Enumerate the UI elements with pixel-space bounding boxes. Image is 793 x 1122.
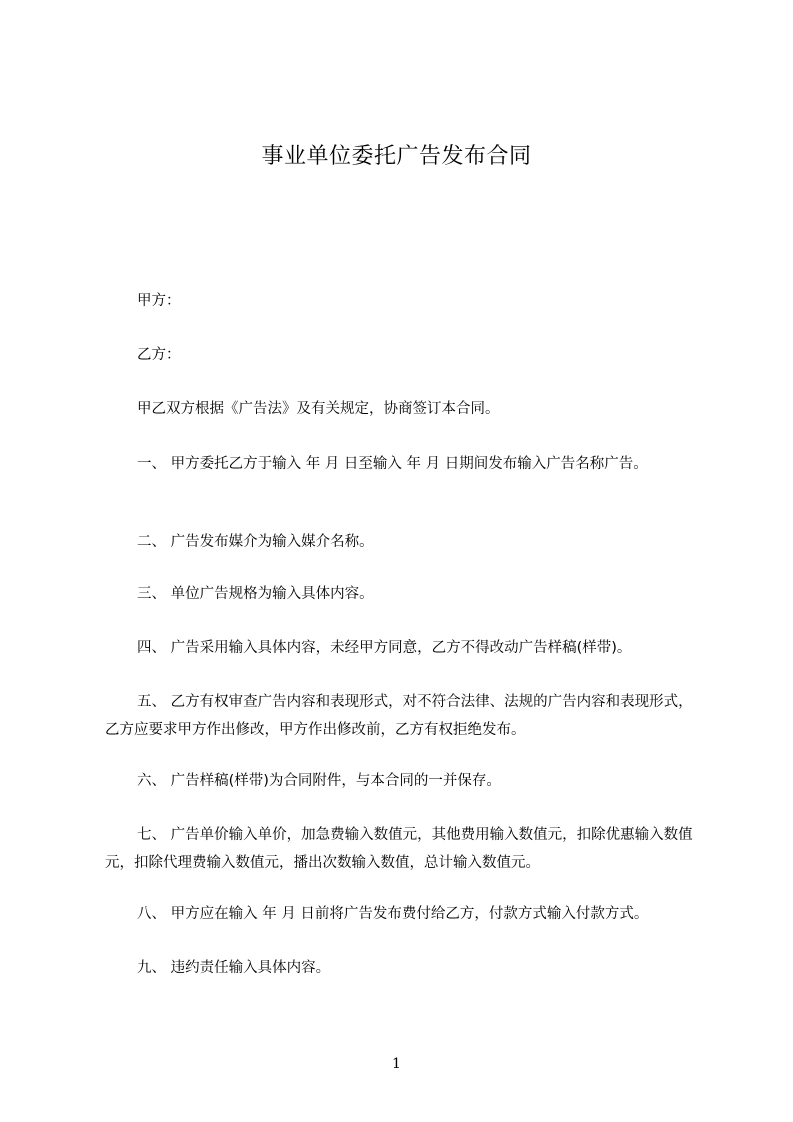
clause-4: 四、 广告采用输入具体内容，未经甲方同意，乙方不得改动广告样稿(样带)。 [137, 640, 632, 656]
clause-9: 九、 违约责任输入具体内容。 [137, 960, 331, 976]
clause-3: 三、 单位广告规格为输入具体内容。 [137, 586, 374, 602]
clause-2: 二、 广告发布媒介为输入媒介名称。 [137, 534, 374, 550]
clause-8: 八、 甲方应在输入 年 月 日前将广告发布费付给乙方，付款方式输入付款方式。 [137, 906, 649, 922]
party-b-line: 乙方： [137, 347, 181, 363]
clause-6: 六、 广告样稿(样带)为合同附件，与本合同的一并保存。 [137, 773, 501, 789]
contract-title: 事业单位委托广告发布合同 [261, 144, 532, 169]
page-number: 1 [392, 1056, 401, 1072]
clause-1: 一、 甲方委托乙方于输入 年 月 日至输入 年 月 日期间发布输入广告名称广告。 [137, 456, 648, 472]
clause-7: 七、 广告单价输入单价，加急费输入数值元，其他费用输入数值元，扣除优惠输入数值元，扣除代理费输入数值元，播出次数输入数值，总计输入数值元。 [105, 827, 693, 871]
party-a-line: 甲方： [137, 293, 181, 309]
clause-5: 五、 乙方有权审查广告内容和表现形式，对不符合法律、法规的广告内容和表现形式，乙方应要求甲方作出修改，甲方作出修改前，乙方有权拒绝发布。 [105, 694, 693, 738]
intro-paragraph: 甲乙双方根据《广告法》及有关规定，协商签订本合同。 [137, 401, 500, 417]
